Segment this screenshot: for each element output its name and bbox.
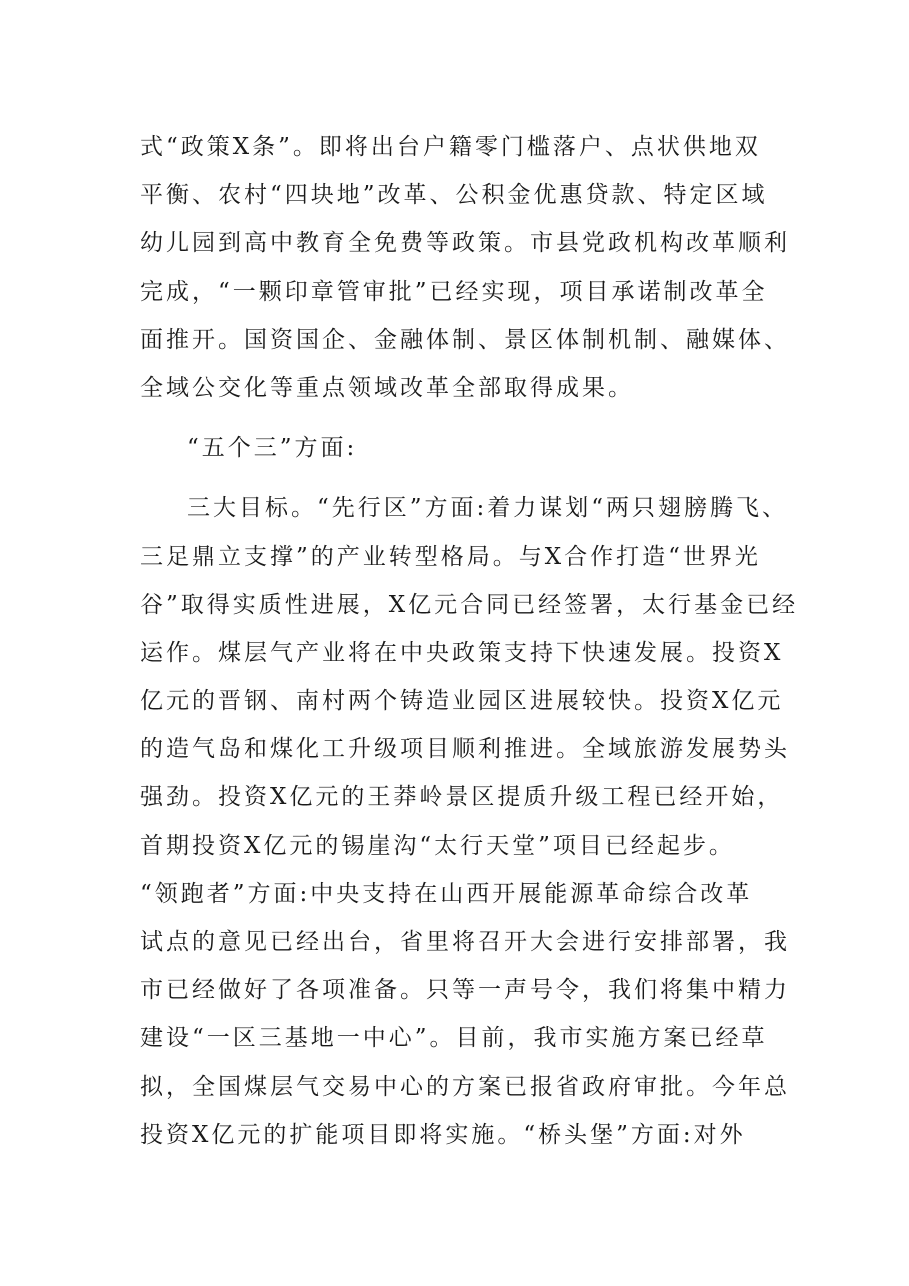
paragraph-line: 拟，全国煤层气交易中心的方案已报省政府审批。今年总 [140,1073,790,1100]
paragraph-line: 市已经做好了各项准备。只等一声号令，我们将集中精力 [140,977,790,1004]
paragraph-line: “领跑者”方面:中央支持在山西开展能源革命综合改革 [140,880,753,907]
paragraph-line: 投资X亿元的扩能项目即将实施。“桥头堡”方面:对外 [140,1121,746,1148]
paragraph-line: 面推开。国资国企、金融体制、景区体制机制、融媒体、 [140,326,790,353]
paragraph-line: 幼儿园到高中教育全免费等政策。市县党政机构改革顺利 [140,230,790,257]
paragraph-line: 运作。煤层气产业将在中央政策支持下快速发展。投资X [140,639,784,666]
paragraph-line: 首期投资X亿元的锡崖沟“太行天堂”项目已经起步。 [140,832,735,859]
paragraph-line: 强劲。投资X亿元的王莽岭景区提质升级工程已经开始， [140,784,784,811]
paragraph-line: 平衡、农村“四块地”改革、公积金优惠贷款、特定区域 [140,182,768,209]
paragraph-line: 式“政策X条”。即将出台户籍零门槛落户、点状供地双 [140,134,761,160]
section-heading: “五个三”方面: [187,435,358,462]
paragraph-line: 亿元的晋钢、南村两个铸造业园区进展较快。投资X亿元 [140,688,784,715]
paragraph-1 [140,123,800,412]
paragraph-line: 谷”取得实质性进展，X亿元合同已经签署，太行基金已经 [140,591,799,618]
paragraph-line: 建设“一区三基地一中心”。目前，我市实施方案已经草 [140,1025,768,1052]
paragraph-line: 全域公交化等重点领域改革全部取得成果。 [140,374,634,401]
paragraph-line: 三大目标。“先行区”方面:着力谋划“两只翅膀腾飞、 [187,495,789,522]
paragraph-2 [140,484,800,1159]
paragraph-line: 完成，“一颗印章管审批”已经实现，项目承诺制改革全 [140,278,768,305]
paragraph-line: 的造气岛和煤化工升级项目顺利推进。全域旅游发展势头 [140,736,790,763]
paragraph-line: 试点的意见已经出台，省里将召开大会进行安排部署，我 [140,929,790,955]
paragraph-line: 三足鼎立支撑”的产业转型格局。与X合作打造“世界光 [140,543,761,570]
document-body [140,123,800,1159]
